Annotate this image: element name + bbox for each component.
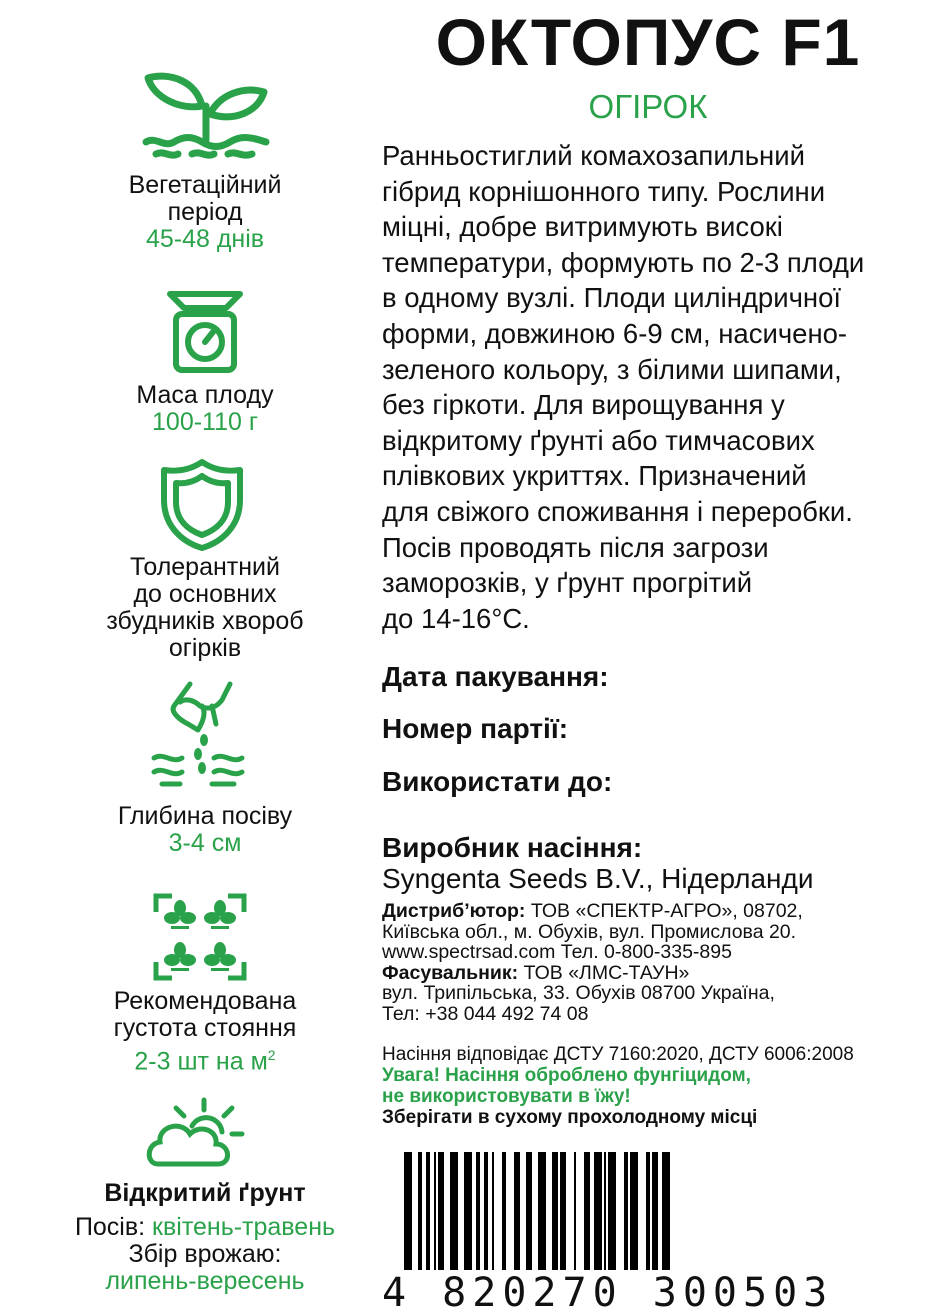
- shield-icon: [160, 458, 244, 552]
- distributor-line-1: [382, 901, 803, 922]
- distributor-label: Дистриб’ютор:: [382, 900, 526, 922]
- description-line: Ранньостиглий комахозапильний: [382, 140, 805, 171]
- sowing-line: [30, 1214, 380, 1241]
- storage-note: Зберігати в сухому прохолодному місці: [382, 1107, 758, 1128]
- barcode-bar: [538, 1152, 546, 1270]
- vegetation-label-2: період: [167, 198, 243, 226]
- product-crop: ОГІРОК: [588, 88, 708, 125]
- plant-grid-icon: [152, 892, 248, 982]
- barcode-bar: [484, 1152, 488, 1270]
- barcode-bar: [514, 1152, 520, 1270]
- barcode-bar: [662, 1152, 670, 1270]
- sprout-icon: [140, 70, 272, 162]
- barcode-bar: [492, 1152, 494, 1270]
- sowing-label: Посів:: [74, 1213, 146, 1241]
- description-line: гібрид корнішонного типу. Рослини: [382, 175, 826, 207]
- barcode-bar: [438, 1152, 444, 1270]
- density-label-2: густота стояння: [113, 1014, 297, 1042]
- description-line: Посів проводять після загрози: [382, 531, 769, 563]
- barcode-bar: [450, 1152, 458, 1270]
- description-line: міцні, добре витримують високі: [382, 211, 783, 243]
- depth-label: Глибина посіву: [117, 802, 293, 830]
- producer-block: [382, 832, 813, 894]
- tolerance-line-2: до основних: [133, 580, 277, 608]
- depth-value: 3-4 см: [168, 829, 242, 857]
- producer-label: Виробник насіння:: [382, 832, 643, 863]
- vegetation-label-1: Вегетаційний: [128, 171, 282, 199]
- notes-block: [382, 1044, 854, 1128]
- barcode-bar: [560, 1152, 566, 1270]
- tolerance-line-1: Толерантний: [130, 553, 280, 581]
- open-ground-label: Відкритий ґрунт: [104, 1179, 306, 1207]
- description-line: до 14-16°С.: [382, 602, 530, 634]
- producer-value: Syngenta Seeds B.V., Нідерланди: [382, 863, 814, 894]
- barcode-bar: [464, 1152, 472, 1270]
- tolerance-line-3: збудників хвороб: [106, 607, 304, 635]
- cloud-sun-icon: [144, 1090, 248, 1170]
- packer-label: Фасувальник:: [382, 961, 519, 984]
- description-line: в одному вузлі. Плоди циліндричної: [382, 282, 842, 314]
- feature-column: [0, 0, 412, 1313]
- density-feature: [30, 988, 380, 1075]
- hand-sowing-icon: [150, 680, 246, 790]
- description-line: без гіркоти. Для вирощування у: [382, 389, 785, 421]
- vegetation-value: 45-48 днів: [145, 225, 265, 253]
- barcode-bar: [646, 1152, 650, 1270]
- warning-line-1: Увага! Насіння оброблено фунгіцидом,: [382, 1065, 751, 1086]
- warning-line-2: не використовувати в їжу!: [382, 1086, 631, 1107]
- barcode-bar: [624, 1152, 628, 1270]
- sowing-value: квітень-травень: [152, 1213, 336, 1241]
- scale-icon: [164, 290, 246, 376]
- packer-name: ТОВ «ЛМС-ТАУН»: [523, 961, 690, 984]
- tolerance-feature: [30, 554, 380, 662]
- mass-label: Маса плоду: [136, 381, 274, 409]
- use-by-label: Використати до:: [382, 766, 613, 797]
- barcode-bar: [630, 1152, 638, 1270]
- barcode-bar: [652, 1152, 658, 1270]
- barcode-bar: [584, 1152, 590, 1270]
- product-description: [382, 138, 922, 636]
- description-line: заморозків, у ґрунт прогрітий: [382, 567, 753, 599]
- description-line: для свіжого споживання і переробки.: [382, 495, 853, 527]
- distributor-line-3: www.spectrsad.com Тел. 0-800-335-895: [382, 941, 732, 963]
- barcode-bar: [552, 1152, 558, 1270]
- batch-number-label: Номер партії:: [382, 713, 569, 744]
- barcode-bars: [382, 1148, 782, 1273]
- description-line: плівкових укриттях. Призначений: [382, 460, 807, 492]
- mass-value: 100-110 г: [152, 408, 258, 436]
- harvest-label: Збір врожаю:: [128, 1240, 282, 1268]
- description-line: температури, формують по 2-3 плоди: [382, 246, 865, 278]
- packer-line-2: вул. Трипільська, 33. Обухів 08700 Україна,: [382, 982, 775, 1004]
- barcode-bar: [404, 1152, 412, 1270]
- barcode-bar: [418, 1152, 422, 1270]
- distributor-block: [382, 901, 803, 1024]
- pack-date-label: Дата пакування:: [382, 661, 609, 692]
- description-line: форми, довжиною 6-9 см, насичено-: [382, 317, 848, 349]
- distributor-line-2: Київська обл., м. Обухів, вул. Промислова 20.: [382, 920, 797, 943]
- distributor-name: ТОВ «СПЕКТР-АГРО», 08702,: [530, 900, 803, 922]
- standard-note: Насіння відповідає ДСТУ 7160:2020, ДСТУ 6006:2008: [382, 1044, 854, 1065]
- barcode-digits: 4 820270 300503: [382, 1270, 834, 1316]
- packer-line-3: Тел: +38 044 492 74 08: [382, 1002, 589, 1025]
- barcode: [382, 1148, 834, 1316]
- barcode-bar: [604, 1152, 606, 1270]
- density-value: 2-3 шт на $м^2$: [134, 1047, 276, 1076]
- open-ground-info: [30, 1214, 380, 1295]
- barcode-bar: [526, 1152, 532, 1270]
- depth-feature: [30, 803, 380, 857]
- barcode-bar: [608, 1152, 616, 1270]
- barcode-bar: [574, 1152, 576, 1270]
- mass-feature: [30, 382, 380, 436]
- barcode-bar: [426, 1152, 430, 1270]
- barcode-bar: [476, 1152, 480, 1270]
- description-line: відкритому ґрунті або тимчасових: [382, 424, 815, 456]
- vegetation-feature: [30, 172, 380, 253]
- barcode-bar: [502, 1152, 506, 1270]
- product-title: ОКТОПУС F1: [435, 5, 861, 79]
- barcode-bar: [594, 1152, 602, 1270]
- harvest-value: липень-вересень: [105, 1267, 305, 1295]
- barcode-bar: [434, 1152, 436, 1270]
- description-line: зеленого кольору, з білими шипами,: [382, 353, 842, 385]
- packer-line-1: [382, 963, 803, 984]
- density-value-superscript: 2: [267, 1047, 276, 1063]
- tolerance-line-4: огірків: [168, 634, 242, 662]
- density-label-1: Рекомендована: [113, 987, 297, 1015]
